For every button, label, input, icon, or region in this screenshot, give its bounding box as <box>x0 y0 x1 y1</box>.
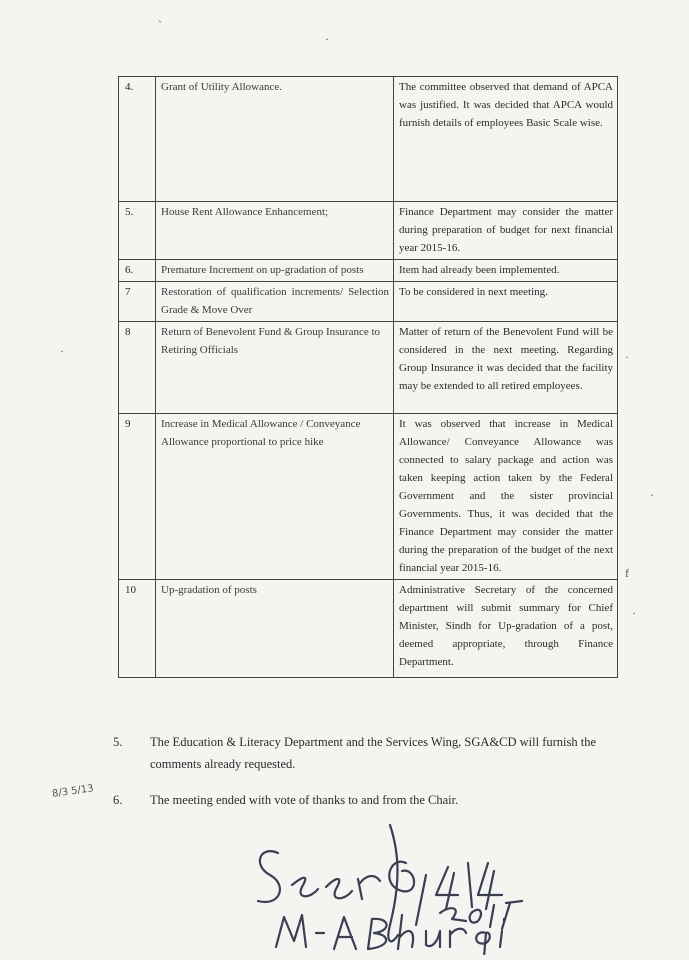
paragraph-6 <box>113 789 633 811</box>
decision-text: Matter of return of the Benevolent Fund will be considered in the next meeting. Regarding Group Insurance it was decided that the facility may be extended to all retired employees. <box>394 322 618 414</box>
decision-text: Administrative Secretary of the concerned department will submit summary for Chief Minister, Sindh for Up-gradation of a post, deemed appropriate, through Finance Department. <box>394 580 618 678</box>
agenda-item: Premature Increment on up-gradation of posts <box>156 260 394 282</box>
item-number: 10 <box>119 580 156 678</box>
item-number: 9 <box>119 414 156 580</box>
table-row <box>119 414 618 580</box>
paragraph-text: The Education & Literacy Department and the Services Wing, SGA&CD will furnish the comments already requested. <box>150 735 597 771</box>
agenda-item: Up-gradation of posts <box>156 580 394 678</box>
table-row <box>119 282 618 322</box>
agenda-item: House Rent Allowance Enhancement; <box>156 202 394 260</box>
decision-text: The committee observed that demand of APCA was justified. It was decided that APCA would furnish details of employees Basic Scale wise. <box>394 77 618 202</box>
item-number: 6. <box>119 260 156 282</box>
table-row <box>119 77 618 202</box>
agenda-item: Return of Benevolent Fund & Group Insurance to Retiring Officials <box>156 322 394 414</box>
scan-speck: · <box>625 350 629 364</box>
decision-text: Finance Department may consider the matter during preparation of budget for next financial year 2015-16. <box>394 202 618 260</box>
decision-text: To be considered in next meeting. <box>394 282 618 322</box>
minutes-table <box>118 76 618 678</box>
scan-speck: · <box>650 488 654 502</box>
table-row <box>119 260 618 282</box>
table-row <box>119 580 618 678</box>
paragraph-text: The meeting ended with vote of thanks to and from the Chair. <box>150 793 459 807</box>
agenda-item: Restoration of qualification increments/ Selection Grade & Move Over <box>156 282 394 322</box>
item-number: 5. <box>119 202 156 260</box>
item-number: 4. <box>119 77 156 202</box>
scan-speck: · <box>632 606 636 620</box>
paragraph-number: 6. <box>113 793 123 807</box>
paragraph-5 <box>113 731 633 775</box>
scan-speck: · <box>60 344 64 358</box>
item-number: 7 <box>119 282 156 322</box>
handwritten-signature <box>240 815 560 955</box>
table-row <box>119 202 618 260</box>
decision-text: It was observed that increase in Medical Allowance/ Conveyance Allowance was connected to salary package and action was taken keeping action taken by the Federal Government and the sister provincial Governments. Thus, it was decided that the Finance Department may consider the matter during the preparation of the budget of the next financial year 2015-16. <box>394 414 618 580</box>
item-number: 8 <box>119 322 156 414</box>
agenda-item: Grant of Utility Allowance. <box>156 77 394 202</box>
agenda-item: Increase in Medical Allowance / Conveyance Allowance proportional to price hike <box>156 414 394 580</box>
scan-speck: ` <box>158 18 162 32</box>
paragraph-number: 5. <box>113 735 123 749</box>
handwritten-margin-note: 8/3 5/13 <box>51 783 95 800</box>
decision-text: Item had already been implemented. <box>394 260 618 282</box>
scan-speck: f <box>625 566 629 580</box>
scan-speck: · <box>325 32 329 46</box>
table-row <box>119 322 618 414</box>
